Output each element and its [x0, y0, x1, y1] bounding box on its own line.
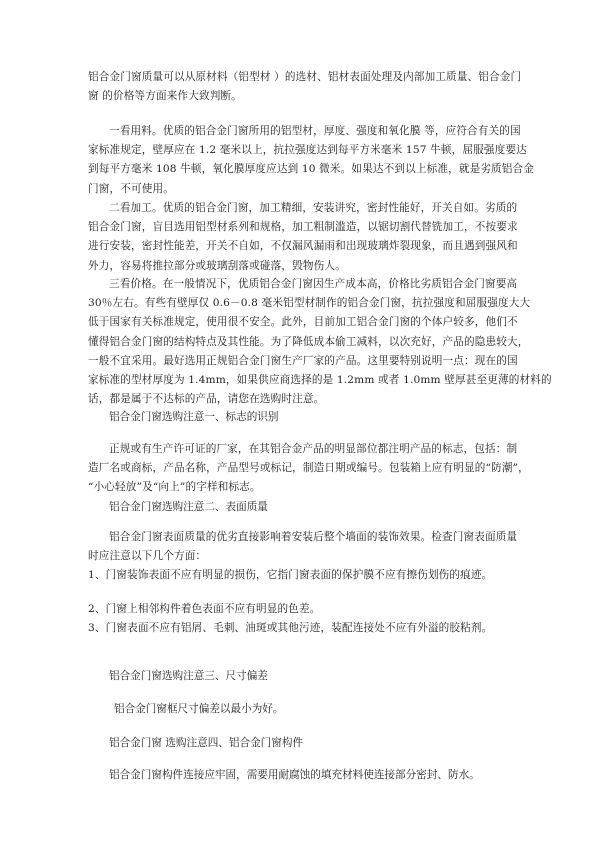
- size-paragraph: 铝合金门窗框尺寸偏差以最小为好。: [114, 703, 284, 715]
- surface-paragraph: [88, 528, 518, 586]
- surface-list: [88, 600, 518, 638]
- section-heading-mark: 铝合金门窗选购注意一、标志的识别: [109, 411, 279, 423]
- text-line: 正规或有生产许可证的厂家，在其铝合金产品的明显部位都注明产品的标志，包括：制: [109, 443, 518, 455]
- text-line: 铝合金门窗，盲目选用铝型材系列和规格，加工粗制滥造，以锯切割代替铣加工，不按要求: [88, 221, 518, 234]
- text-line: 家标准规定，壁厚应在 1.2 毫米以上，抗拉强度达到每平方米毫米 157 牛顿，屈服强度要达: [88, 144, 527, 157]
- text-line: 进行安装，密封性能差，开关不自如，不仅漏风漏雨和出现玻璃炸裂现象，而且遇到强风和: [88, 240, 518, 253]
- price-paragraph: [88, 275, 552, 409]
- text-line: 造厂名或商标，产品名称，产品型号或标记，制造日期或编号。包装箱上应有明显的“防潮”，: [88, 462, 529, 475]
- text-line: 1、门窗装饰表面不应有明显的损伤，它指门窗表面的保护膜不应有擦伤划伤的痕迹。: [88, 569, 493, 582]
- component-paragraph: 铝合金门窗构件连接应牢固，需要用耐腐蚀的填充材料使连接部分密封、防水。: [109, 769, 480, 781]
- section-heading-surface: 铝合金门窗选购注意二、表面质量: [109, 501, 268, 513]
- text-line: 家标准的型材厚度为 1.4mm，如果供应商选择的是 1.2mm 或者 1.0mm 壁厚甚至更薄的材料的: [88, 373, 552, 386]
- text-line: 铝合金门窗表面质量的优劣直接影响着安装后整个墙面的装饰效果。检查门窗表面质量: [109, 531, 518, 543]
- text-line: 三看价格。在一般情况下，优质铝合金门窗因生产成本高，价格比劣质铝合金门窗要高: [109, 278, 518, 290]
- text-line: 二看加工。优质的铝合金门窗，加工精细，安装讲究，密封性能好，开关自如。劣质的: [109, 202, 518, 214]
- text-line: 30％左右。有些有壁厚仅 0.6－0.8 毫米铝型材制作的铝合金门窗，抗拉强度和屈服强度大大: [88, 297, 531, 310]
- list-item: 3、门窗表面不应有铝屑、毛刺、油斑或其他污迹，装配连接处不应有外溢的胶粘剂。: [88, 622, 493, 635]
- text-line: 门窗，不可使用。: [88, 182, 174, 195]
- text-line: 低于国家有关标准规定，使用很不安全。此外，目前加工铝合金门窗的个体户较多，他们不: [88, 316, 518, 329]
- text-line: 一般不宜采用。最好选用正规铝合金门窗生产厂家的产品。这里要特别说明一点：现在的国: [88, 354, 518, 367]
- text-line: 懂得铝合金门窗的结构特点及其性能。为了降低成本偷工减料，以次充好，产品的隐患较大，: [88, 335, 529, 348]
- text-line: 话，都是属于不达标的产品，请您在选购时注意。: [88, 393, 325, 406]
- text-line: 窗 的价格等方面来作大致判断。: [88, 90, 242, 103]
- text-line: 外力，容易将推拉部分或玻璃刮落或碰落，毁物伤人。: [88, 259, 346, 272]
- section-heading-component: 铝合金门窗 选购注意四、铝合金门窗构件: [109, 737, 304, 749]
- text-line: 一看用料。优质的铝合金门窗所用的铝型材，厚度、强度和氧化膜 等，应符合有关的国: [109, 125, 521, 137]
- text-line: 铝合金门窗质量可以从原材料（铝型材 ）的选材、铝材表面处理及内部加工质量、铝合金门: [88, 71, 522, 83]
- text-line: 到每平方毫米 108 牛顿，氧化膜厚度应达到 10 微米。如果达不到以上标准，就是劣质铝合金: [88, 163, 535, 176]
- material-paragraph: [88, 122, 535, 199]
- list-item: 2、门窗上相邻构件着色表面不应有明显的色差。: [88, 603, 321, 615]
- text-line: 时应注意以下几个方面：: [88, 550, 207, 563]
- intro-paragraph: [88, 68, 522, 106]
- processing-paragraph: [88, 199, 518, 276]
- section-heading-size: 铝合金门窗选购注意三、尺寸偏差: [109, 670, 268, 682]
- mark-paragraph: [88, 440, 529, 498]
- text-line: “小心轻放”及“向上”的字样和标志。: [88, 481, 261, 494]
